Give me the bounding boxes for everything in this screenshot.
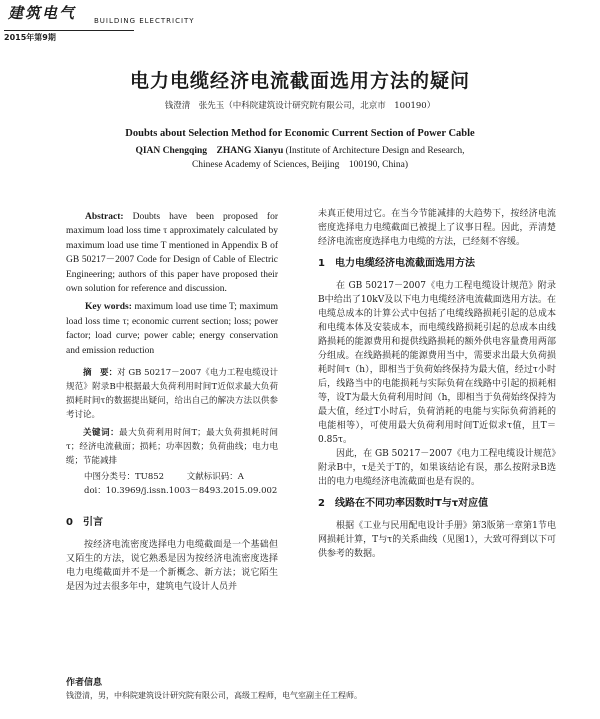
section-2-para-1: 根据《工业与民用配电设计手册》第3版第一章第1节电网损耗计算，T与τ的关系曲线（见图1），大致可得到以下可供参考的数据。 <box>318 521 556 559</box>
abstract-en-label: Abstract: <box>85 212 124 222</box>
abstract-en <box>66 210 278 296</box>
authors-affiliation-en <box>0 144 600 172</box>
paper-title-en: Doubts about Selection Method for Economic Current Section of Power Cable <box>125 128 475 139</box>
left-column <box>66 210 278 594</box>
author-info-heading: 作者信息 <box>66 678 103 688</box>
doi: doi：10.3969/j.issn.1003－8493.2015.09.002 <box>84 486 278 497</box>
section-1-heading: 1 电力电缆经济电流截面选用方法 <box>318 258 475 269</box>
section-1-para-2: 因此，在 GB 50217－2007《电力工程电缆设计规范》附录B中，τ是关于T的，如果该结论有误，那么按附录B选出的电力电缆经济电流截面也是有误的。 <box>318 449 556 487</box>
section-0-heading: 0 引言 <box>66 517 103 529</box>
keywords-cn <box>66 426 278 468</box>
section-2-heading: 2 线路在不同功率因数时T与τ对应值 <box>318 498 489 509</box>
right-column <box>318 207 556 561</box>
keywords-en-text: maximum load use time T; maximum load loss time τ; economic current section; loss; power factor; load curve; power cable; energy conservation and emission reduction <box>66 302 279 356</box>
authors-cn: 钱澄清 张先玉（中科院建筑设计研究院有限公司，北京市 100190） <box>164 101 436 111</box>
journal-logo: 建筑电气 <box>8 4 77 22</box>
journal-masthead <box>0 0 600 48</box>
journal-english-name: BUILDING ELECTRICITY <box>94 17 195 25</box>
abstract-cn-label: 摘 要： <box>83 368 118 379</box>
author-info-text: 钱澄清，男，中科院建筑设计研究院有限公司，高级工程师，电气室副主任工程师。 <box>66 691 362 700</box>
paper-title-cn: 电力电缆经济电流截面选用方法的疑问 <box>129 70 470 92</box>
abstract-en-text: Doubts have been proposed for maximum load loss time τ approximately calculated by maximum load use time T mentioned in Appendix B of GB 50217－2007 Code for Design of Cable of Electric Engineering; authors of this paper have proposed their own solution for reference and discussion. <box>66 212 279 295</box>
authors-en: QIAN Chengqing ZHANG Xianyu <box>135 146 284 156</box>
keywords-en-label: Key words: <box>85 302 132 313</box>
masthead-divider <box>4 30 134 31</box>
section-1-para-1: 在 GB 50217－2007《电力工程电缆设计规范》附录B中给出了10kV及以下电力电缆经济电流截面选用方法。在电缆总成本的计算公式中包括了电缆线路损耗引起的总成本和电缆本体及安装成本，而电缆线路损耗引起的总成本由线路损耗的能源费用和提供线路损耗的额外供电容量费用两部分组成。在线路损耗的能源费用当中，需要求出最大负荷损耗时间τ（h），即相当于负荷始终保持为最大值，经过τ小时后，线路当中的电能损耗与实际负荷在线路中引起的损耗相等，设T为最大负荷利用时间（h，即相当于负荷始终保持为最大值，经过T小时后，负荷消耗的电能与实际负荷消耗的电能相等），可使用最大负荷利用时间T近似求τ值，且T＝0.85τ。 <box>318 281 556 445</box>
abstract-cn-text: 对 GB 50217－2007《电力工程电缆设计规范》附录B中根据最大负荷利用时间T近似求最大负荷损耗时间τ的数据提出疑问，给出自己的解决方法以供参考讨论。 <box>66 368 278 421</box>
keywords-cn-label: 关键词： <box>83 428 120 439</box>
keywords-en <box>66 300 278 358</box>
affiliation-en-line-2: Chinese Academy of Sciences, Beijing 100190, China) <box>191 160 409 170</box>
intro-continued: 未真正使用过它。在当今节能减排的大趋势下，按经济电流密度选择电力电缆截面已被提上了议事日程。因此，弄清楚经济电流密度选择电力电缆的方法，已经刻不容缓。 <box>318 209 556 247</box>
abstract-cn <box>66 366 278 422</box>
classification <box>66 470 278 484</box>
section-0-text: 按经济电流密度选择电力电缆截面是一个基础但又陌生的方法，说它熟悉是因为按经济电流密度选择电力电缆截面并不是一个新概念、新方法；说它陌生是因为过去很多年中，建筑电气设计人员并 <box>66 540 278 593</box>
keywords-cn-text: 最大负荷利用时间T；最大负荷损耗时间τ；经济电流截面；损耗；功率因数；负荷曲线；电力电缆；节能减排 <box>66 428 278 467</box>
clc-number: 中图分类号：TU852 <box>84 472 165 483</box>
document-code: 文献标识码：A <box>186 472 244 483</box>
affiliation-en-line-1: (Institute of Architecture Design and Research, <box>285 146 465 156</box>
journal-issue: 2015年第9期 <box>4 33 56 42</box>
